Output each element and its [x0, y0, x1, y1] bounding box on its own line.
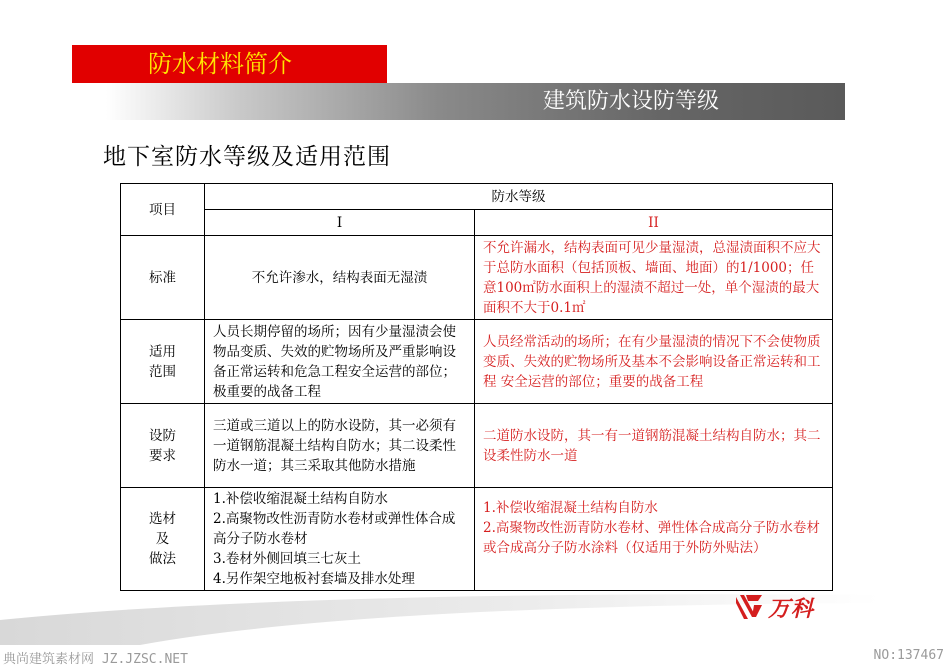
cell-grade-1: 不允许渗水，结构表面无湿渍: [205, 236, 475, 320]
table-row: [121, 404, 833, 488]
subtitle-label: 建筑防水设防等级: [542, 89, 719, 114]
cell-grade-1: 人员长期停留的场所；因有少量湿渍会使物品变质、失效的贮物场所及严重影响设备正常运转和危急工程安全运营的部位；极重要的战备工程: [205, 320, 475, 404]
list-item: 2.高聚物改性沥青防水卷材、弹性体合成高分子防水卷材或合成高分子防水涂料（仅适用于外防外贴法）: [483, 520, 820, 556]
cell-grade-2: [475, 488, 833, 591]
cell-grade-2: 二道防水设防，其一有一道钢筋混凝土结构自防水；其二设柔性防水一道: [475, 404, 833, 488]
row-label-line: 选材: [149, 511, 176, 527]
list-item: 3.卷材外侧回填三七灰土: [213, 551, 361, 567]
header-grade-2: II: [475, 210, 833, 236]
cell-grade-2: 人员经常活动的场所；在有少量湿渍的情况下不会使物质变质、失效的贮物场所及基本不会影响设备正常运转和工程 安全运营的部位；重要的战备工程: [475, 320, 833, 404]
row-label-line: 范围: [149, 363, 176, 380]
subtitle-banner: [106, 83, 845, 120]
list-item: 1.补偿收缩混凝土结构自防水: [213, 491, 388, 507]
row-label-line: 做法: [149, 551, 176, 567]
list-item: 2.高聚物改性沥青防水卷材或弹性体合成高分子防水卷材: [213, 511, 456, 547]
vanke-logo-icon: [734, 593, 764, 621]
vanke-logo: [734, 592, 844, 622]
page-title: 地下室防水等级及适用范围: [103, 144, 391, 170]
row-label-line: 及: [155, 531, 170, 547]
cell-grade-2: 不允许漏水，结构表面可见少量湿渍，总湿渍面积不应大于总防水面积（包括顶板、墙面、地面）的1/1000；任意100㎡防水面积上的湿渍不超过一处，单个湿渍的最大面积不大于0.1㎡: [475, 236, 833, 320]
row-label: 标准: [121, 236, 205, 320]
table-row: [121, 488, 833, 591]
section-label: 防水材料简介: [148, 50, 292, 78]
table-row: [121, 320, 833, 404]
row-label: [121, 488, 205, 591]
watermark-left: 典尚建筑素材网 JZ.JZSC.NET: [3, 652, 188, 667]
row-label-line: 适用: [149, 343, 176, 360]
section-banner: [72, 45, 387, 83]
watermark-right: NO:137467: [873, 648, 944, 663]
row-label: [121, 320, 205, 404]
cell-grade-1: 三道或三道以上的防水设防，其一必须有一道钢筋混凝土结构自防水；其二设柔性防水一道；其三采取其他防水措施: [205, 404, 475, 488]
row-label: [121, 404, 205, 488]
table-subheader-row: [121, 210, 833, 236]
row-label-line: 要求: [149, 447, 176, 464]
vanke-logo-text: 万科: [768, 596, 815, 622]
header-grade-1: I: [205, 210, 475, 236]
header-grade: 防水等级: [205, 184, 833, 210]
list-item: 4.另作架空地板衬套墙及排水处理: [213, 571, 415, 587]
list-item: 1.补偿收缩混凝土结构自防水: [483, 500, 658, 516]
header-item: 项目: [121, 184, 205, 236]
table-header-row: [121, 184, 833, 210]
cell-grade-1: [205, 488, 475, 591]
table-row: [121, 236, 833, 320]
row-label-line: 设防: [149, 427, 176, 444]
waterproof-grade-table: [120, 183, 833, 591]
